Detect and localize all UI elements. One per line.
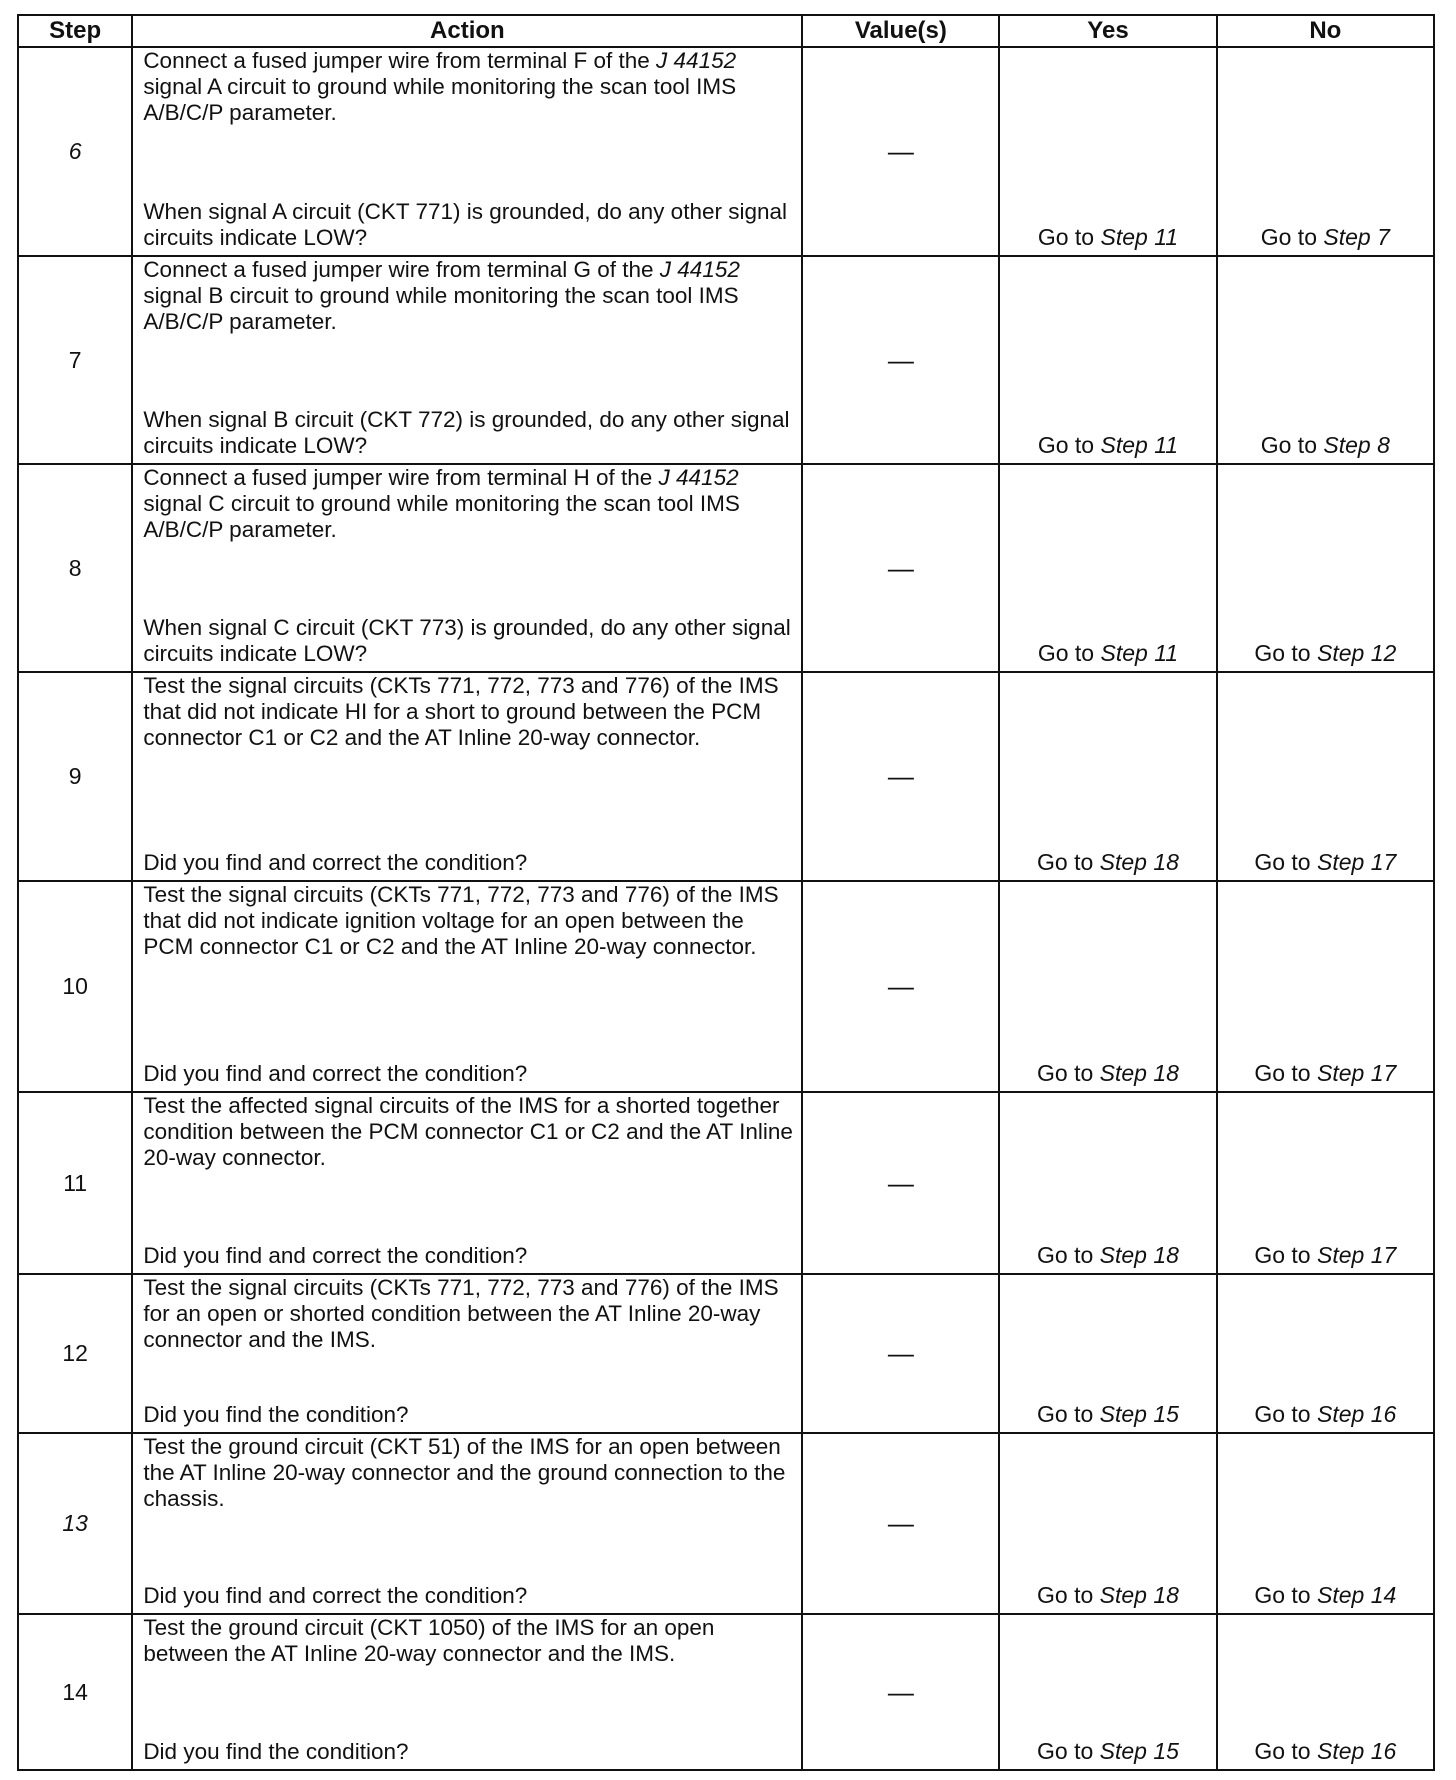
yes-target: 18	[1153, 849, 1179, 875]
tool-number: J 44152	[658, 465, 739, 490]
no-cell: Go to Step 12	[1217, 464, 1434, 672]
value-cell: —	[802, 47, 999, 256]
step-number: 12	[18, 1274, 132, 1433]
table-row	[18, 672, 1434, 881]
action-text: Test the signal circuits (CKTs 771, 772, 773 and 776) of the IMS that did not indicate ignition voltage for an open between the PCM connector C1 or C2 and the AT Inline 20-way connector.	[143, 882, 779, 959]
table-row	[18, 1614, 1434, 1770]
yes-cell: Go to Step 18	[999, 1433, 1216, 1614]
value-cell: —	[802, 1433, 999, 1614]
action-cell	[132, 672, 802, 881]
yes-target: 11	[1154, 432, 1179, 458]
no-cell: Go to Step 7	[1217, 47, 1434, 256]
no-target: 14	[1370, 1582, 1397, 1608]
no-target: 17	[1370, 1242, 1397, 1268]
action-question: Did you find and correct the condition?	[143, 1583, 528, 1608]
action-text: Connect a fused jumper wire from terminal F of the J 44152 signal A circuit to ground while monitoring the scan tool IMS A/B/C/P parameter.	[143, 48, 737, 125]
action-text: Test the signal circuits (CKTs 771, 772, 773 and 776) of the IMS that did not indicate HI for a short to ground between the PCM connector C1 or C2 and the AT Inline 20-way connector.	[143, 673, 779, 750]
action-text: Test the ground circuit (CKT 51) of the IMS for an open between the AT Inline 20-way connector and the ground connection to the chassis.	[143, 1434, 786, 1511]
yes-target: 15	[1153, 1401, 1179, 1427]
value-cell: —	[802, 464, 999, 672]
step-number: 10	[18, 881, 132, 1092]
tool-number: J 44152	[659, 257, 740, 282]
step-number: 9	[18, 672, 132, 881]
yes-target: 18	[1153, 1242, 1179, 1268]
action-text: Test the ground circuit (CKT 1050) of the IMS for an open between the AT Inline 20-way connector and the IMS.	[143, 1615, 715, 1666]
action-text: Test the signal circuits (CKTs 771, 772, 773 and 776) of the IMS for an open or shorted condition between the AT Inline 20-way connector and the IMS.	[143, 1275, 779, 1352]
value-cell: —	[802, 1274, 999, 1433]
action-cell	[132, 1433, 802, 1614]
header-row	[18, 15, 1434, 47]
action-question: When signal C circuit (CKT 773) is grounded, do any other signal circuits indicate LOW?	[143, 615, 791, 666]
table-row	[18, 256, 1434, 464]
yes-cell: Go to Step 11	[999, 256, 1216, 464]
action-question: Did you find and correct the condition?	[143, 1243, 528, 1268]
header-no: No	[1217, 15, 1434, 47]
header-values: Value(s)	[802, 15, 999, 47]
action-question: Did you find and correct the condition?	[143, 850, 528, 875]
action-cell	[132, 256, 802, 464]
header-action: Action	[132, 15, 802, 47]
no-cell: Go to Step 17	[1217, 672, 1434, 881]
step-number: 8	[18, 464, 132, 672]
action-question: Did you find and correct the condition?	[143, 1061, 528, 1086]
value-cell: —	[802, 672, 999, 881]
step-number: 6	[18, 47, 132, 256]
value-cell: —	[802, 1092, 999, 1274]
action-question: When signal B circuit (CKT 772) is grounded, do any other signal circuits indicate LOW?	[143, 407, 790, 458]
header-step: Step	[18, 15, 132, 47]
value-cell: —	[802, 881, 999, 1092]
no-target: 16	[1370, 1401, 1397, 1427]
yes-cell: Go to Step 11	[999, 464, 1216, 672]
yes-target: 18	[1153, 1582, 1179, 1608]
yes-target: 15	[1153, 1738, 1179, 1764]
table-row	[18, 881, 1434, 1092]
yes-cell: Go to Step 18	[999, 881, 1216, 1092]
no-target: 12	[1370, 640, 1397, 666]
yes-target: 11	[1154, 640, 1179, 666]
yes-cell: Go to Step 15	[999, 1614, 1216, 1770]
no-target: 7	[1377, 224, 1390, 250]
table-row	[18, 47, 1434, 256]
no-target: 17	[1370, 1060, 1397, 1086]
no-cell: Go to Step 16	[1217, 1614, 1434, 1770]
action-cell	[132, 1092, 802, 1274]
step-number: 11	[18, 1092, 132, 1274]
no-cell: Go to Step 17	[1217, 881, 1434, 1092]
step-number: 7	[18, 256, 132, 464]
yes-target: 11	[1154, 224, 1179, 250]
action-cell	[132, 881, 802, 1092]
no-target: 8	[1377, 432, 1390, 458]
table-row	[18, 464, 1434, 672]
no-target: 17	[1370, 849, 1397, 875]
yes-target: 18	[1153, 1060, 1179, 1086]
no-cell: Go to Step 16	[1217, 1274, 1434, 1433]
step-number: 13	[18, 1433, 132, 1614]
table-row	[18, 1433, 1434, 1614]
action-question: Did you find the condition?	[143, 1739, 409, 1764]
yes-cell: Go to Step 18	[999, 1092, 1216, 1274]
diagnostic-table	[17, 14, 1435, 1771]
action-text: Connect a fused jumper wire from terminal G of the J 44152 signal B circuit to ground while monitoring the scan tool IMS A/B/C/P parameter.	[143, 257, 740, 334]
value-cell: —	[802, 256, 999, 464]
header-yes: Yes	[999, 15, 1216, 47]
action-cell	[132, 464, 802, 672]
value-cell: —	[802, 1614, 999, 1770]
action-cell	[132, 47, 802, 256]
step-number: 14	[18, 1614, 132, 1770]
no-cell: Go to Step 17	[1217, 1092, 1434, 1274]
yes-cell: Go to Step 11	[999, 47, 1216, 256]
no-cell: Go to Step 14	[1217, 1433, 1434, 1614]
yes-cell: Go to Step 18	[999, 672, 1216, 881]
action-cell	[132, 1614, 802, 1770]
action-question: Did you find the condition?	[143, 1402, 409, 1427]
action-question: When signal A circuit (CKT 771) is grounded, do any other signal circuits indicate LOW?	[143, 199, 788, 250]
yes-cell: Go to Step 15	[999, 1274, 1216, 1433]
table-row	[18, 1274, 1434, 1433]
action-text: Test the affected signal circuits of the IMS for a shorted together condition between the PCM connector C1 or C2 and the AT Inline 20-way connector.	[143, 1093, 793, 1170]
no-cell: Go to Step 8	[1217, 256, 1434, 464]
tool-number: J 44152	[656, 48, 737, 73]
action-cell	[132, 1274, 802, 1433]
no-target: 16	[1370, 1738, 1397, 1764]
table-row	[18, 1092, 1434, 1274]
action-text: Connect a fused jumper wire from terminal H of the J 44152 signal C circuit to ground while monitoring the scan tool IMS A/B/C/P parameter.	[143, 465, 740, 542]
